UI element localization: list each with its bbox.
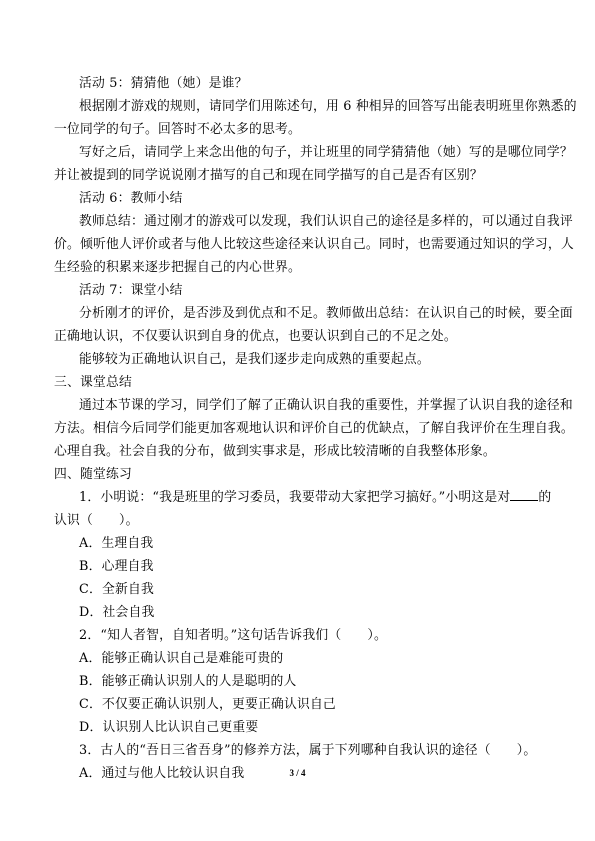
- text-line: 能够较为正确地认识自己，是我们逐步走向成熟的重要起点。: [79, 352, 430, 367]
- text-line: D．社会自我: [79, 605, 155, 620]
- text-line: 三、课堂总结: [54, 375, 132, 390]
- text-line: 一位同学的句子。回答时不必太多的思考。: [54, 122, 301, 137]
- text-line: D．认识别人比认识自己更重要: [79, 720, 259, 735]
- text-line: A．生理自我: [79, 536, 154, 551]
- text-line: 分析刚才的评价，是否涉及到优点和不足。教师做出总结：在认识自己的时候，要全面: [79, 306, 573, 321]
- text-line: 方法。相信今后同学们能更加客观地认识和评价自己的优缺点，了解自我评价在生理自我。: [54, 421, 574, 436]
- text-block-options: [54, 532, 540, 785]
- answer-blank: [510, 488, 538, 501]
- text-line: 3．古人的“吾日三省吾身”的修养方法，属于下列哪种自我认识的途径（ ）。: [79, 743, 537, 758]
- text-line: A．能够正确认识自己是难能可贵的: [79, 651, 284, 666]
- question-1-continuation: 认识（ ）。: [54, 513, 139, 528]
- question-1-line: [54, 486, 552, 509]
- text-line: 活动 6：教师小结: [79, 191, 183, 206]
- page-content: [54, 72, 577, 785]
- question-1-text-end: 的: [538, 490, 552, 505]
- text-line: A．通过与他人比较认识自我: [79, 766, 245, 781]
- text-line: B．心理自我: [79, 559, 154, 574]
- text-line: 正确地认识，不仅要认识到自身的优点，也要认识到自己的不足之处。: [54, 329, 457, 344]
- text-line: 心理自我。社会自我的分布，做到实事求是，形成比较清晰的自我整体形象。: [54, 444, 496, 459]
- text-line: 写好之后，请同学上来念出他的句子，并让班里的同学猜猜他（她）写的是哪位同学？: [79, 145, 573, 160]
- page-number: 3 / 4: [289, 768, 306, 778]
- text-line: C．全新自我: [79, 582, 154, 597]
- text-line: 活动 7：课堂小结: [79, 283, 183, 298]
- text-line: 教师总结：通过刚才的游戏可以发现，我们认识自己的途径是多样的，可以通过自我评: [79, 214, 573, 229]
- text-line: 并让被提到的同学说说刚才描写的自己和现在同学描写的自己是否有区别？: [54, 168, 483, 183]
- text-line: 通过本节课的学习，同学们了解了正确认识自我的重要性，并掌握了认识自我的途径和: [79, 398, 573, 413]
- text-line: C．不仅要正确认识别人，更要正确认识自己: [79, 697, 336, 712]
- text-line: 活动 5：猜猜他（她）是谁？: [79, 76, 248, 91]
- text-line: 根据刚才游戏的规则，请同学们用陈述句，用 6 种相异的回答写出能表明班里你熟悉的: [79, 99, 577, 114]
- text-line: B．能够正确认识别人的人是聪明的人: [79, 674, 297, 689]
- question-1-text: 1．小明说：“我是班里的学习委员，我要带动大家把学习搞好。”小明这是对: [79, 490, 511, 505]
- text-line: 四、随堂练习: [54, 467, 132, 482]
- text-line: 生经验的积累来逐步把握自己的内心世界。: [54, 260, 301, 275]
- text-line: 价。倾听他人评价或者与他人比较这些途径来认识自己。同时，也需要通过知识的学习，人: [54, 237, 574, 252]
- text-line: 2．“知人者智，自知者明。”这句话告诉我们（ ）。: [79, 628, 387, 643]
- text-block-main: [54, 72, 577, 486]
